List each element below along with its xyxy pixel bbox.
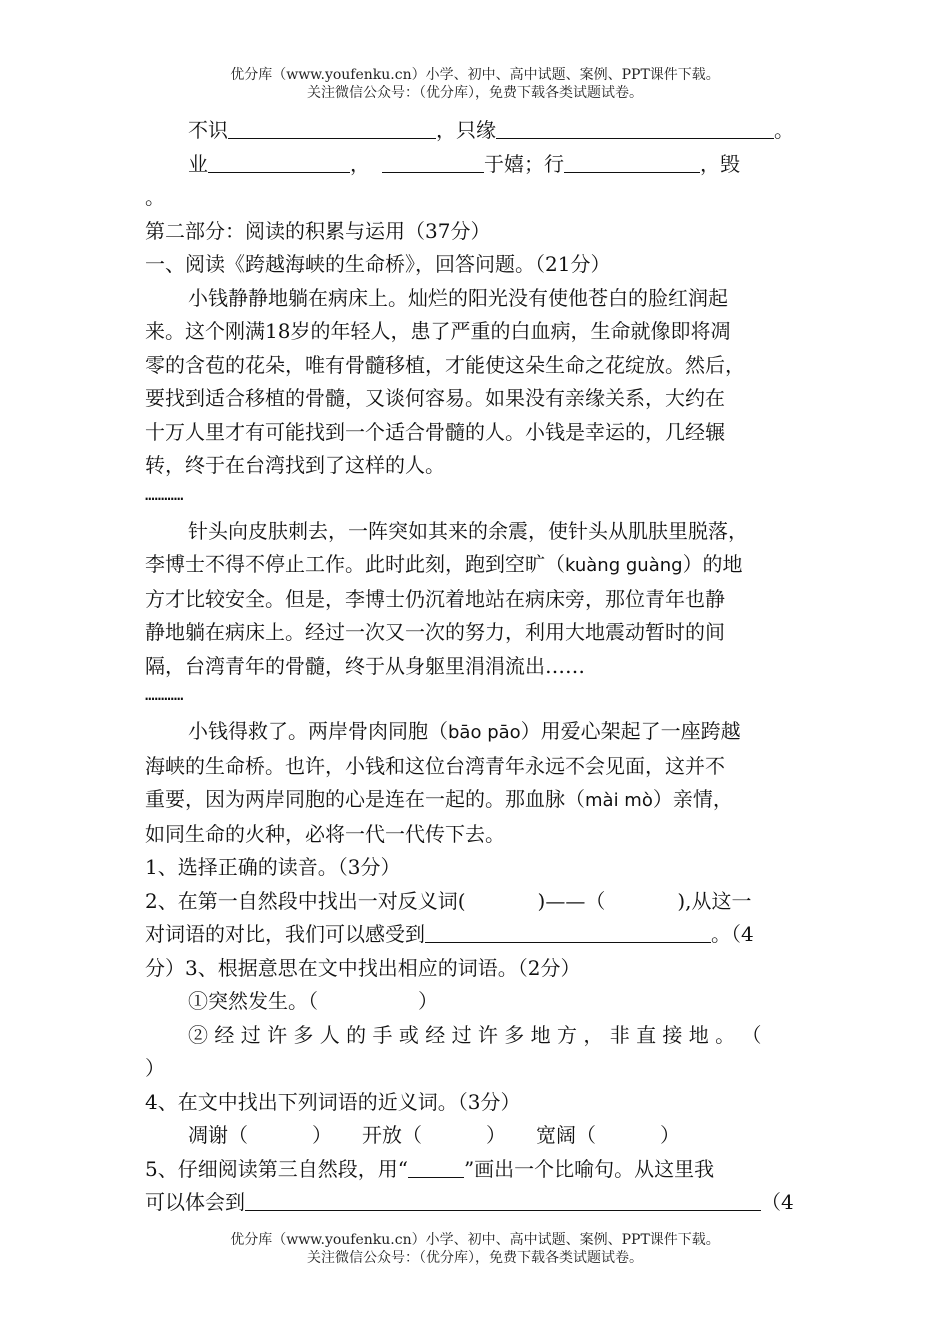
- para2-line: [145, 548, 810, 583]
- ellipsis-divider: …………: [145, 484, 184, 504]
- para2-line: 方才比较安全。但是，李博士仍沉着地站在病床旁，那位青年也静: [145, 586, 725, 611]
- question-text: 宽阔（: [536, 1123, 596, 1147]
- answer-blank[interactable]: [496, 118, 774, 139]
- answer-blank[interactable]: [382, 152, 484, 173]
- para1-line: 十万人里才有可能找到一个适合骨髓的人。小钱是幸运的，几经辗: [145, 419, 725, 444]
- page-header: [0, 66, 950, 102]
- question-2-cont: [145, 918, 810, 952]
- para3-line: [145, 783, 810, 818]
- para1-line: 转，终于在台湾找到了这样的人。: [145, 453, 445, 477]
- answer-blank[interactable]: [564, 152, 700, 173]
- question-3-item-2: ② 经 过 许 多 人 的 手 或 经 过 许 多 地 方 ， 非 直 接 地 。 （: [188, 1022, 762, 1047]
- answer-blank[interactable]: [228, 118, 436, 139]
- question-4-items: [145, 1119, 810, 1153]
- answer-blank[interactable]: [208, 152, 350, 173]
- question-text: ),从这一: [677, 888, 752, 913]
- question-2: [145, 885, 810, 919]
- para3-line: 如同生命的火种，必将一代一代传下去。: [145, 821, 505, 846]
- fill-line-3: 。: [145, 185, 165, 209]
- question-text: 5、仔细阅读第三自然段，用“: [145, 1156, 408, 1181]
- header-line-1: 优分库（www.youfenku.cn）小学、初中、高中试题、案例、PPT课件下载。: [230, 67, 720, 83]
- question-3: 分）3、根据意思在文中找出相应的词语。（2分）: [145, 955, 581, 980]
- para3-line: 海峡的生命桥。也许，小钱和这位台湾青年永远不会见面，这并不: [145, 753, 725, 778]
- answer-blank[interactable]: [408, 1157, 464, 1178]
- question-text: ”画出一个比喻句。从这里我: [463, 1156, 715, 1181]
- fill-text: 不识: [188, 118, 228, 142]
- fill-text: 业: [188, 151, 208, 176]
- para3-text: 重要，因为两岸同胞的心是连在一起的。那血脉（: [145, 787, 585, 811]
- para1-line: 零的含苞的花朵，唯有骨髓移植，才能使这朵生命之花绽放。然后，: [145, 352, 745, 377]
- question-text: 可以体会到: [145, 1190, 245, 1214]
- para2-line: 针头向皮肤刺去，一阵突如其来的余震，使针头从肌肤里脱落，: [188, 518, 748, 543]
- question-5: [145, 1153, 810, 1187]
- para2-text: ）的地: [682, 552, 743, 576]
- question-text: 开放（: [362, 1123, 422, 1147]
- para3-line: [145, 715, 810, 750]
- question-3-item-1: [145, 985, 810, 1019]
- answer-blank[interactable]: [425, 922, 711, 943]
- fill-text: 于嬉；行: [484, 151, 564, 176]
- para2-line: 隔，台湾青年的骨髓，终于从身躯里涓涓流出……: [145, 653, 585, 678]
- para2-text: 李博士不得不停止工作。此时此刻，跑到空旷（: [145, 552, 565, 576]
- fill-text: ，只缘: [436, 118, 496, 142]
- para1-line: 要找到适合移植的骨髓，又谈何容易。如果没有亲缘关系，大约在: [145, 386, 725, 410]
- question-text: ）: [486, 1123, 506, 1147]
- question-5-cont: [145, 1186, 810, 1220]
- para1-line: 来。这个刚满18岁的年轻人，患了严重的白血病，生命就像即将凋: [145, 319, 731, 343]
- para1-line: 小钱静静地躺在病床上。灿烂的阳光没有使他苍白的脸红润起: [188, 285, 728, 310]
- pinyin-option: bāo pāo: [448, 722, 521, 743]
- para3-text: 小钱得救了。两岸骨肉同胞（: [188, 719, 448, 743]
- fill-text: 。: [774, 118, 794, 142]
- fill-text: ，毁: [700, 151, 740, 176]
- question-text: 对词语的对比，我们可以感受到: [145, 922, 425, 946]
- para3-text: ）亲情，: [652, 787, 733, 811]
- fill-line-1: [145, 114, 810, 148]
- answer-blank[interactable]: [245, 1190, 761, 1211]
- para2-line: 静地躺在病床上。经过一次又一次的努力，利用大地震动暂时的间: [145, 620, 725, 644]
- question-1: 1、选择正确的读音。（3分）: [145, 855, 401, 879]
- question-text: ）: [312, 1123, 332, 1147]
- ellipsis-divider: …………: [145, 685, 184, 704]
- question-3-item-2-end: ）: [145, 1056, 165, 1080]
- question-4: 4、在文中找出下列词语的近义词。（3分）: [145, 1089, 521, 1114]
- page-footer: [0, 1231, 950, 1267]
- para3-text: ）用爱心架起了一座跨越: [520, 719, 741, 743]
- pinyin-option: kuàng guàng: [565, 555, 683, 576]
- question-text: )——（: [537, 888, 606, 913]
- footer-line-1: 优分库（www.youfenku.cn）小学、初中、高中试题、案例、PPT课件下载。: [230, 1232, 720, 1248]
- question-text: 。（4: [711, 922, 754, 946]
- footer-line-2: 关注微信公众号：（优分库），免费下载各类试题试卷。: [307, 1250, 643, 1266]
- question-1-title: 一、阅读《跨越海峡的生命桥》，回答问题。（21分）: [145, 252, 611, 276]
- pinyin-option: mài mò: [585, 790, 653, 811]
- question-text: ①突然发生。（: [188, 989, 318, 1013]
- question-text: 2、在第一自然段中找出一对反义词(: [145, 888, 466, 913]
- document-body: [145, 114, 810, 1220]
- question-text: 凋谢（: [188, 1123, 248, 1147]
- question-text: ）: [660, 1123, 680, 1147]
- header-line-2: 关注微信公众号：（优分库），免费下载各类试题试卷。: [307, 85, 643, 101]
- fill-line-2: [145, 148, 810, 182]
- question-text: （4: [761, 1190, 794, 1214]
- question-text: ）: [418, 989, 438, 1013]
- fill-text: ，: [350, 151, 370, 176]
- part2-title: 第二部分：阅读的积累与运用（37分）: [145, 218, 491, 243]
